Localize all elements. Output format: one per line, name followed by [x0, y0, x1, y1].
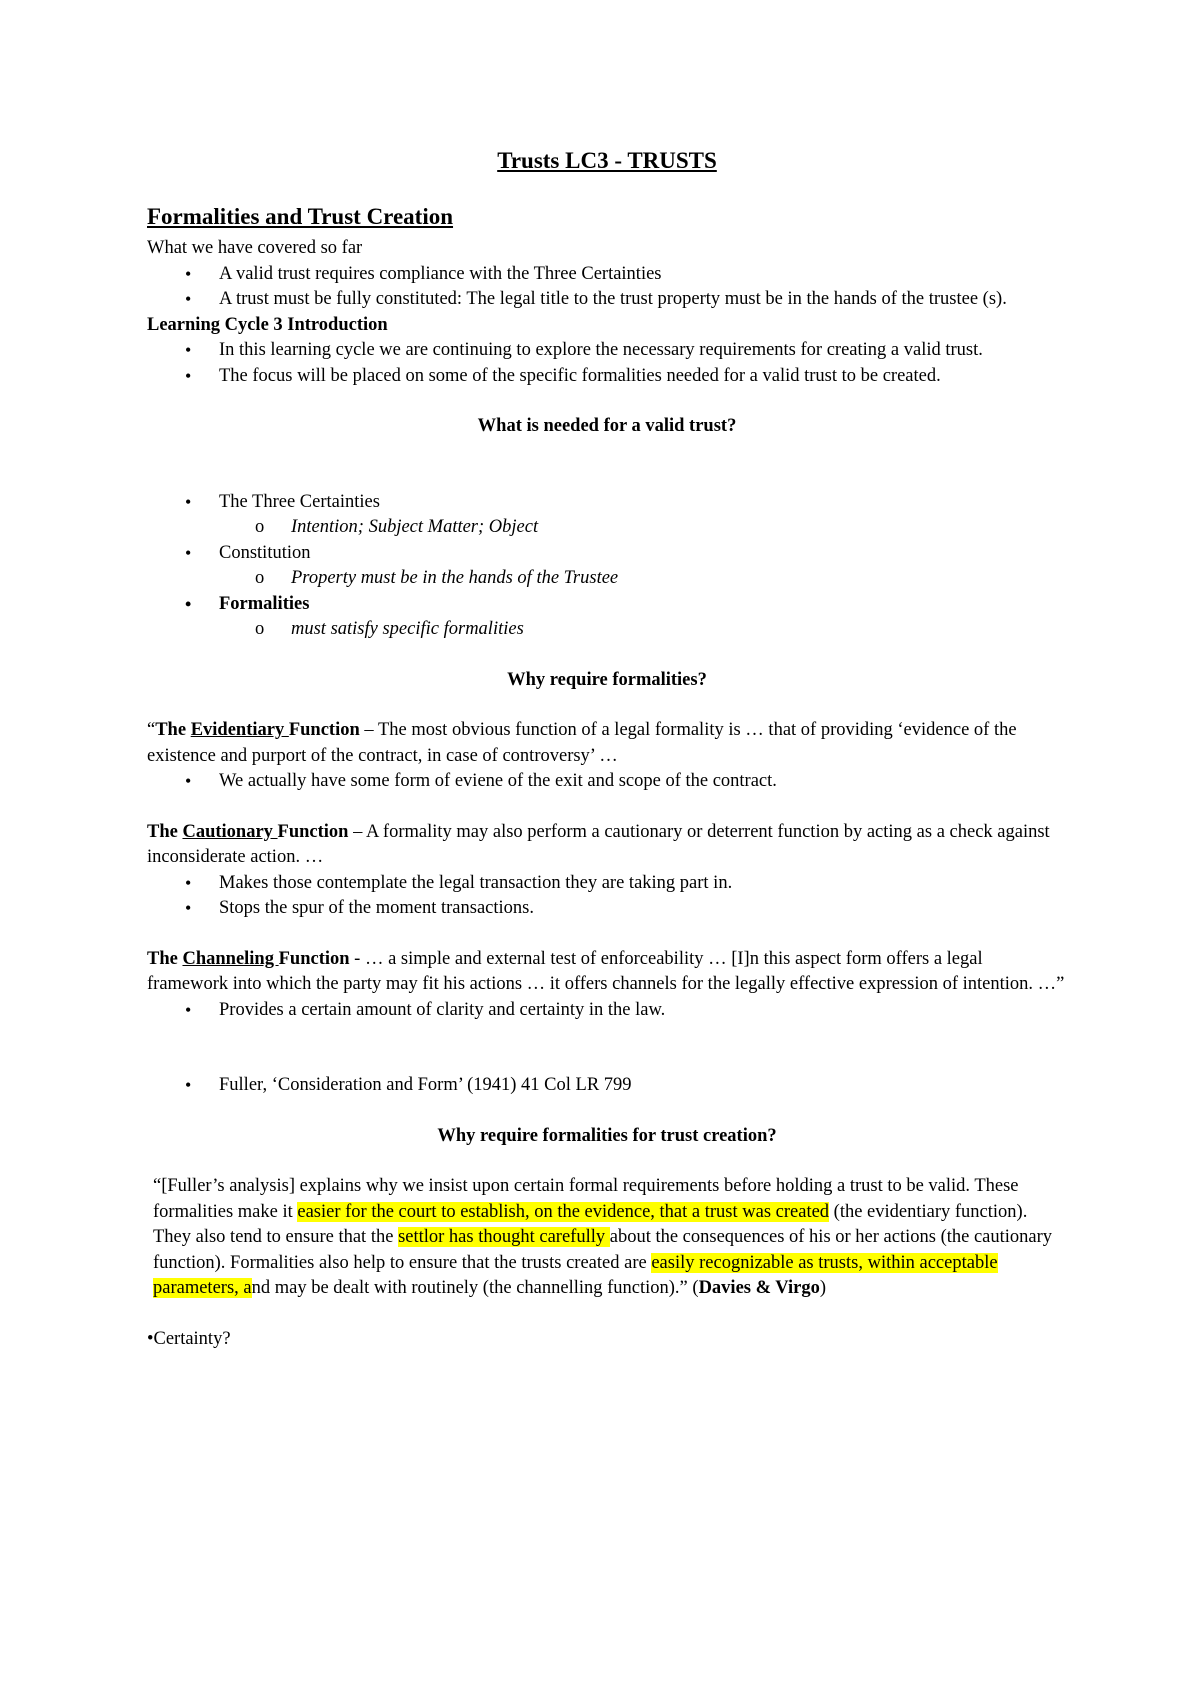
- sub-list-item: o Intention; Subject Matter; Object: [147, 515, 1067, 541]
- document-title: Trusts LC3 - TRUSTS: [497, 148, 717, 173]
- list-item: • Provides a certain amount of clarity and certainty in the law.: [147, 998, 1067, 1024]
- trust-creation-heading: Why require formalities for trust creation?: [437, 1125, 777, 1146]
- highlight: easily recognizable as trusts, within acceptable parameters, a: [153, 1252, 998, 1298]
- intro-heading: Learning Cycle 3 Introduction: [147, 314, 388, 335]
- evidentiary-term: Evidentiary: [190, 720, 289, 740]
- list-item: • Constitution: [147, 541, 1067, 567]
- needed-heading: What is needed for a valid trust?: [477, 416, 737, 436]
- covered-list: [147, 262, 1067, 313]
- document-content: [147, 146, 1067, 1352]
- highlight: easier for the court to establish, on the evidence, that a trust was created: [297, 1201, 830, 1222]
- section-title: Formalities and Trust Creation: [147, 204, 454, 229]
- intro-list: [147, 338, 1067, 389]
- list-item: • The focus will be placed on some of the specific formalities needed for a valid trust to be created.: [147, 364, 1067, 390]
- citation-item: • Fuller, ‘Consideration and Form’ (1941) 41 Col LR 799: [147, 1073, 1067, 1099]
- list-item: • Formalities: [147, 592, 1067, 618]
- highlight: settlor has thought carefully: [398, 1227, 610, 1247]
- list-item: • We actually have some form of eviene of the exit and scope of the contract.: [147, 769, 1067, 795]
- channeling-term: Channeling: [182, 948, 279, 969]
- list-item: • Makes those contemplate the legal transaction they are taking part in.: [147, 871, 1067, 897]
- why-heading: Why require formalities?: [507, 669, 707, 690]
- needed-list: [147, 490, 1067, 643]
- cautionary-paragraph: The Cautionary Function – A formality may also perform a cautionary or deterrent function by acting as a check against inconsiderate action. …: [147, 821, 1050, 867]
- list-item: • A valid trust requires compliance with the Three Certainties: [147, 262, 1067, 288]
- list-item: • In this learning cycle we are continuing to explore the necessary requirements for creating a valid trust.: [147, 338, 1067, 364]
- evidentiary-paragraph: “The Evidentiary Function – The most obvious function of a legal formality is … that of providing ‘evidence of the existence and purport of the contract, in case of controversy’ …: [147, 720, 1017, 766]
- cautionary-term: Cautionary: [182, 821, 278, 842]
- authors: Davies & Virgo: [698, 1278, 820, 1298]
- channeling-paragraph: The Channeling Function - … a simple and external test of enforceability … [I]n this aspect form offers a legal framework into which the party may fit his actions … it offers channels for the legally effective expression of intention. …”: [147, 948, 1065, 994]
- sub-list-item: o Property must be in the hands of the Trustee: [147, 566, 1067, 592]
- covered-heading: What we have covered so far: [147, 238, 363, 258]
- list-item: • The Three Certainties: [147, 490, 1067, 516]
- final-line: •Certainty?: [147, 1328, 231, 1349]
- list-item: • A trust must be fully constituted: The legal title to the trust property must be in the hands of the trustee (s).: [147, 287, 1067, 313]
- davies-virgo-quote: “[Fuller’s analysis] explains why we insist upon certain formal requirements before holding a trust to be valid. These formalities make it easier for the court to establish, on the evidence, that a trust was created (the evidentiary function). They also tend to ensure that the settlor has thought carefully about the consequences of his or her actions (the cautionary function). Formalities also help to ensure that the trusts created are easily recognizable as trusts, within acceptable parameters, and may be dealt with routinely (the channelling function).” (Davies & Virgo): [153, 1176, 1053, 1298]
- list-item: • Stops the spur of the moment transactions.: [147, 896, 1067, 922]
- sub-list-item: o must satisfy specific formalities: [147, 617, 1067, 643]
